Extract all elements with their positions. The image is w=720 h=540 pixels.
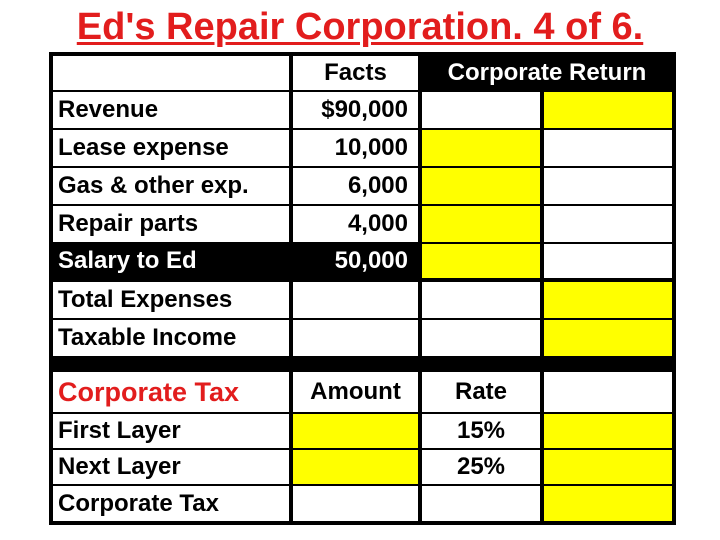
tax-first-layer[interactable] xyxy=(544,414,672,448)
facts-repair-parts: 4,000 xyxy=(293,206,418,242)
return-salary-col2[interactable] xyxy=(544,244,672,278)
row-label-corporate-tax-total: Corporate Tax xyxy=(53,486,289,521)
facts-revenue: $90,000 xyxy=(293,92,418,128)
header-amount: Amount xyxy=(293,372,418,412)
repair-corp-table xyxy=(49,52,676,525)
return-revenue-col1[interactable] xyxy=(422,92,540,128)
row-label-lease-expense: Lease expense xyxy=(53,130,289,166)
return-salary-col1[interactable] xyxy=(422,244,540,278)
return-repair-col2[interactable] xyxy=(544,206,672,242)
row-label-first-layer: First Layer xyxy=(53,414,289,448)
row-label-revenue: Revenue xyxy=(53,92,289,128)
header-blank-cell xyxy=(53,56,289,90)
facts-total-expenses xyxy=(293,282,418,318)
return-lease-col2[interactable] xyxy=(544,130,672,166)
return-lease-col1[interactable] xyxy=(422,130,540,166)
tax-next-layer[interactable] xyxy=(544,450,672,484)
amount-corporate-tax-total[interactable] xyxy=(293,486,418,521)
row-label-repair-parts: Repair parts xyxy=(53,206,289,242)
amount-next-layer[interactable] xyxy=(293,450,418,484)
return-repair-col1[interactable] xyxy=(422,206,540,242)
facts-salary-to-ed: 50,000 xyxy=(293,242,418,280)
row-label-total-expenses: Total Expenses xyxy=(53,282,289,318)
return-gas-col1[interactable] xyxy=(422,168,540,204)
corporate-tax-heading: Corporate Tax xyxy=(53,372,289,412)
row-label-next-layer: Next Layer xyxy=(53,450,289,484)
rate-next-layer: 25% xyxy=(422,450,540,484)
return-taxable-col1[interactable] xyxy=(422,320,540,356)
return-taxable-col2[interactable] xyxy=(544,320,672,356)
section-divider xyxy=(49,356,676,372)
header-tax-blank xyxy=(544,372,672,412)
return-total-col2[interactable] xyxy=(544,282,672,318)
return-total-col1[interactable] xyxy=(422,282,540,318)
header-facts: Facts xyxy=(293,56,418,90)
header-rate: Rate xyxy=(422,372,540,412)
return-revenue-col2[interactable] xyxy=(544,92,672,128)
row-label-gas-other: Gas & other exp. xyxy=(53,168,289,204)
header-corporate-return: Corporate Return xyxy=(422,56,672,90)
facts-taxable-income xyxy=(293,320,418,356)
rate-corporate-tax-total xyxy=(422,486,540,521)
amount-first-layer[interactable] xyxy=(293,414,418,448)
facts-lease-expense: 10,000 xyxy=(293,130,418,166)
row-label-salary-to-ed: Salary to Ed xyxy=(53,242,289,280)
row-label-taxable-income: Taxable Income xyxy=(53,320,289,356)
slide-title: Ed's Repair Corporation. 4 of 6. xyxy=(76,6,644,48)
tax-corporate-tax-total[interactable] xyxy=(544,486,672,521)
rate-first-layer: 15% xyxy=(422,414,540,448)
facts-gas-other: 6,000 xyxy=(293,168,418,204)
return-gas-col2[interactable] xyxy=(544,168,672,204)
